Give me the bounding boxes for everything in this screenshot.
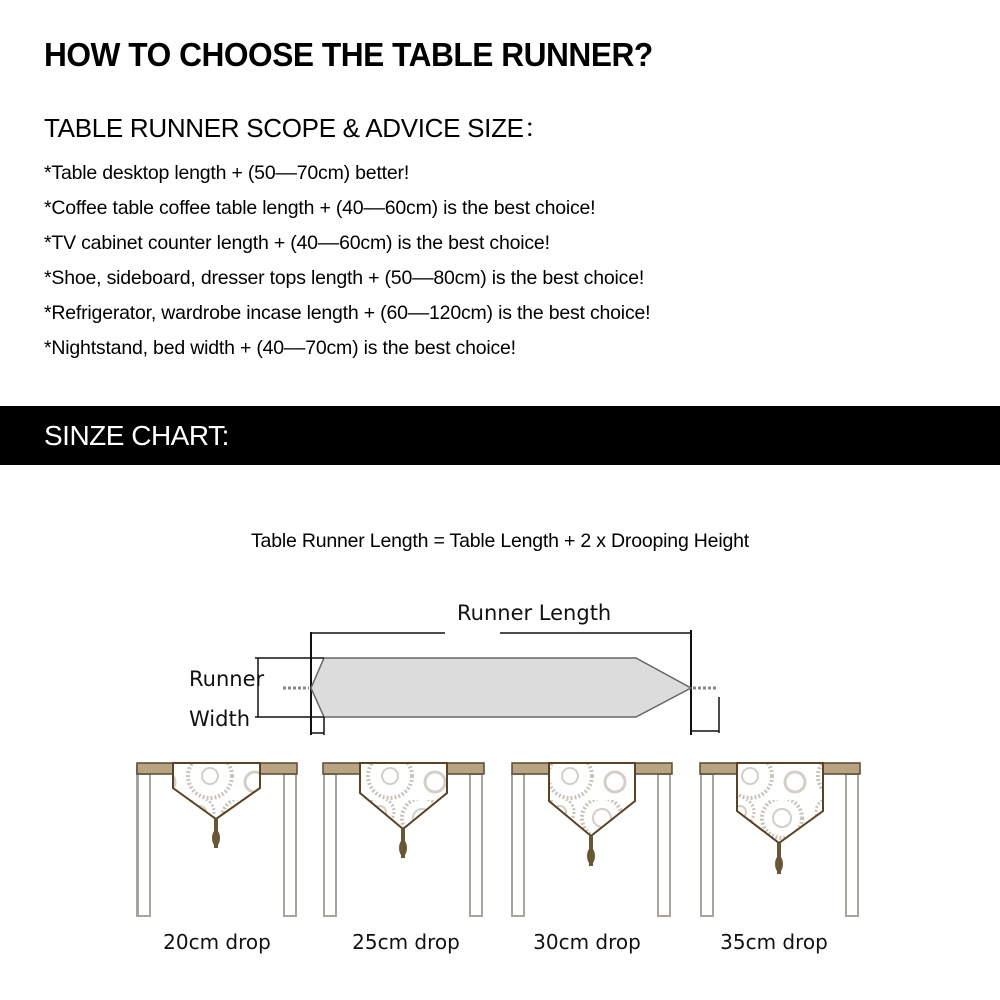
advice-item: *Table desktop length + (50––70cm) better! bbox=[44, 162, 410, 184]
advice-item: *Nightstand, bed width + (40––70cm) is the best choice! bbox=[44, 337, 516, 359]
formula-text: Table Runner Length = Table Length + 2 x Drooping Height bbox=[251, 530, 749, 552]
size-chart-heading: SINZE CHART: bbox=[44, 420, 229, 451]
drop-label-30cm: 30cm drop bbox=[533, 930, 641, 954]
drop-label-35cm: 35cm drop bbox=[720, 930, 828, 954]
runner-width-label-line2: Width bbox=[189, 707, 251, 731]
runner-width-label-line1: Runner bbox=[189, 667, 265, 691]
advice-item: *TV cabinet counter length + (40––60cm) is the best choice! bbox=[44, 232, 550, 254]
advice-item: *Shoe, sideboard, dresser tops length + (50––80cm) is the best choice! bbox=[44, 267, 645, 289]
page-title: HOW TO CHOOSE THE TABLE RUNNER? bbox=[44, 36, 653, 73]
drop-label-25cm: 25cm drop bbox=[352, 930, 460, 954]
table-30cm-illustration bbox=[512, 763, 672, 916]
section-subtitle: TABLE RUNNER SCOPE & ADVICE SIZE： bbox=[44, 113, 550, 143]
table-35cm-illustration bbox=[700, 763, 860, 916]
advice-item: *Coffee table coffee table length + (40––60cm) is the best choice! bbox=[44, 197, 596, 219]
table-25cm-illustration bbox=[323, 763, 484, 916]
advice-item: *Refrigerator, wardrobe incase length + (60––120cm) is the best choice! bbox=[44, 302, 651, 324]
runner-length-label: Runner Length bbox=[457, 601, 612, 625]
table-20cm-illustration bbox=[137, 763, 297, 916]
drop-label-20cm: 20cm drop bbox=[163, 930, 271, 954]
